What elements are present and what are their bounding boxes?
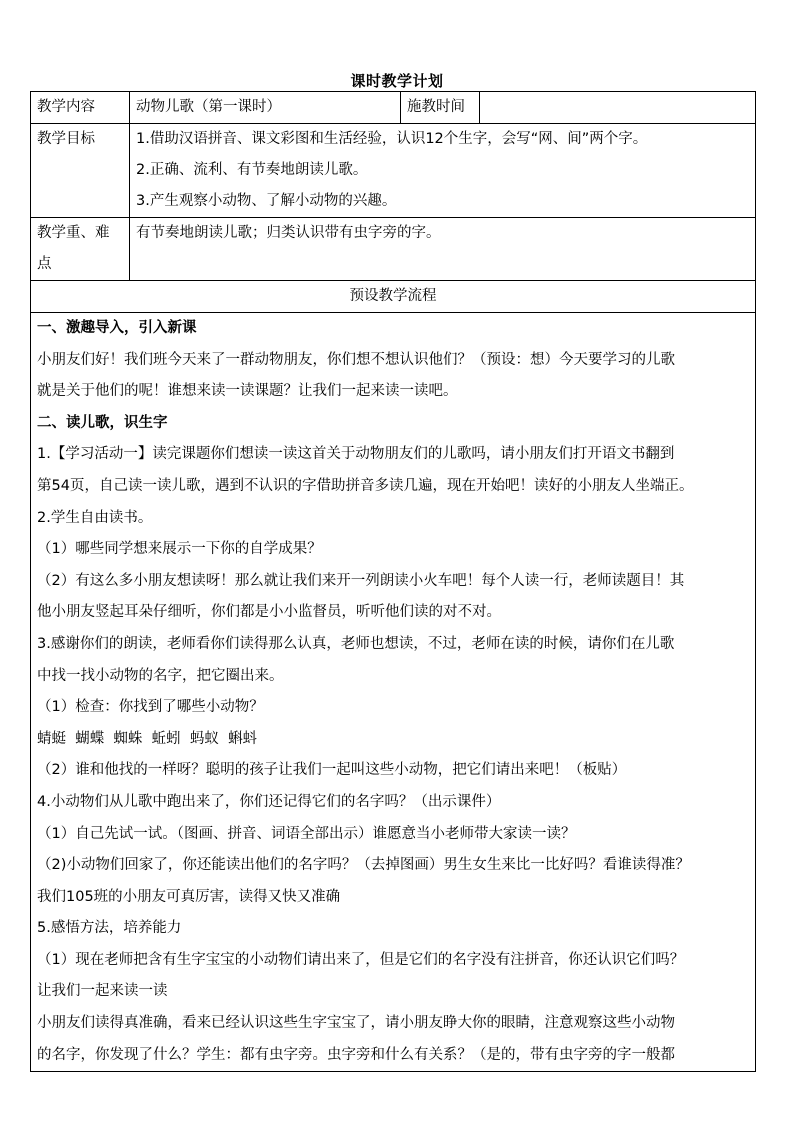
time-value [480,92,756,124]
section-heading: 一、激趣导入，引入新课 [37,320,197,336]
goal-item: 2.正确、流利、有节奏地朗读儿歌。 [136,162,368,178]
paragraph-line: 2.学生自由读书。 [37,509,153,526]
goal-item: 1.借助汉语拼音、课文彩图和生活经验，认识12个生字，会写“网、间”两个字。 [136,131,648,147]
paragraph-line: （1）检查：你找到了哪些小动物？ [37,699,264,716]
goal-item: 3.产生观察小动物、了解小动物的兴趣。 [136,193,397,209]
key-points-label: 教学重、难 点 [31,218,130,281]
paragraph-line: 的名字，你发现了什么？学生：都有虫字旁。虫字旁和什么有关系？（是的，带有虫字旁的字一般都 [37,1046,675,1063]
paragraph-line: 让我们一起来读一读 [37,983,168,1000]
paragraph-line: 他小朋友竖起耳朵仔细听，你们都是小小监督员，听听他们读的对不对。 [37,604,501,621]
paragraph-line: 小朋友们好！我们班今天来了一群动物朋友，你们想不想认识他们？（预设：想）今天要学习的儿歌 [37,351,675,368]
header-row [31,92,756,124]
paragraph-line: （1）哪些同学想来展示一下你的自学成果？ [37,541,322,558]
content-value: 动物儿歌（第一课时） [130,92,401,124]
lesson-plan-table [30,91,756,1072]
goals-value [130,124,756,218]
time-label: 施教时间 [401,92,480,124]
paragraph-line: 5.感悟方法，培养能力 [37,920,182,937]
paragraph-line: 1.【学习活动一】读完课题你们想读一读这首关于动物朋友们的儿歌吗，请小朋友们打开语文书翻到 [37,446,675,463]
paragraph-line: （2）有这么多小朋友想读呀！那么就让我们来开一列朗读小火车吧！每个人读一行，老师读题目！其 [37,572,685,589]
paragraph-line: 中找一找小动物的名字，把它圈出来。 [37,667,284,684]
paragraph-line: （2）谁和他找的一样呀？聪明的孩子让我们一起叫这些小动物，把它们请出来吧！（板贴） [37,762,627,779]
paragraph-line: 第54页，自己读一读儿歌，遇到不认识的字借助拼音多读几遍，现在开始吧！读好的小朋友人坐端正。 [37,477,694,494]
paragraph-line: 3.感谢你们的朗读，老师看你们读得那么认真，老师也想读，不过，老师在读的时候，请你们在儿歌 [37,635,675,652]
flow-header: 预设教学流程 [31,281,756,313]
flow-content [31,313,756,1072]
key-points-value: 有节奏地朗读儿歌；归类认识带有虫字旁的字。 [130,218,756,281]
paragraph-line: 我们105班的小朋友可真厉害，读得又快又准确 [37,888,341,905]
page-title: 课时教学计划 [350,72,444,90]
animal-names-line: 蜻蜓 蝴蝶 蜘蛛 蚯蚓 蚂蚁 蝌蚪 [37,730,258,747]
flow-row [31,313,756,1072]
paragraph-line: （2)小动物们回家了，你还能读出他们的名字吗？（去掉图画）男生女生来比一比好吗？看谁读得准？ [37,857,690,874]
paragraph-line: （1）现在老师把含有生字宝宝的小动物们请出来了，但是它们的名字没有注拼音，你还认识它们吗？ [37,951,685,968]
paragraph-line: 4.小动物们从儿歌中跑出来了，你们还记得它们的名字吗？（出示课件） [37,793,501,810]
paragraph-line: 小朋友们读得真准确，看来已经认识这些生字宝宝了，请小朋友睁大你的眼睛，注意观察这些小动物 [37,1015,675,1032]
goals-label: 教学目标 [31,124,130,218]
content-label: 教学内容 [31,92,130,124]
goals-row [31,124,756,218]
section-heading: 二、读儿歌，识生字 [37,414,168,431]
key-points-row [31,218,756,281]
paragraph-line: 就是关于他们的呢！谁想来读一读课题？让我们一起来读一读吧。 [37,383,458,400]
flow-header-row [31,281,756,313]
paragraph-line: （1）自己先试一试。（图画、拼音、词语全部出示）谁愿意当小老师带大家读一读？ [37,825,576,842]
